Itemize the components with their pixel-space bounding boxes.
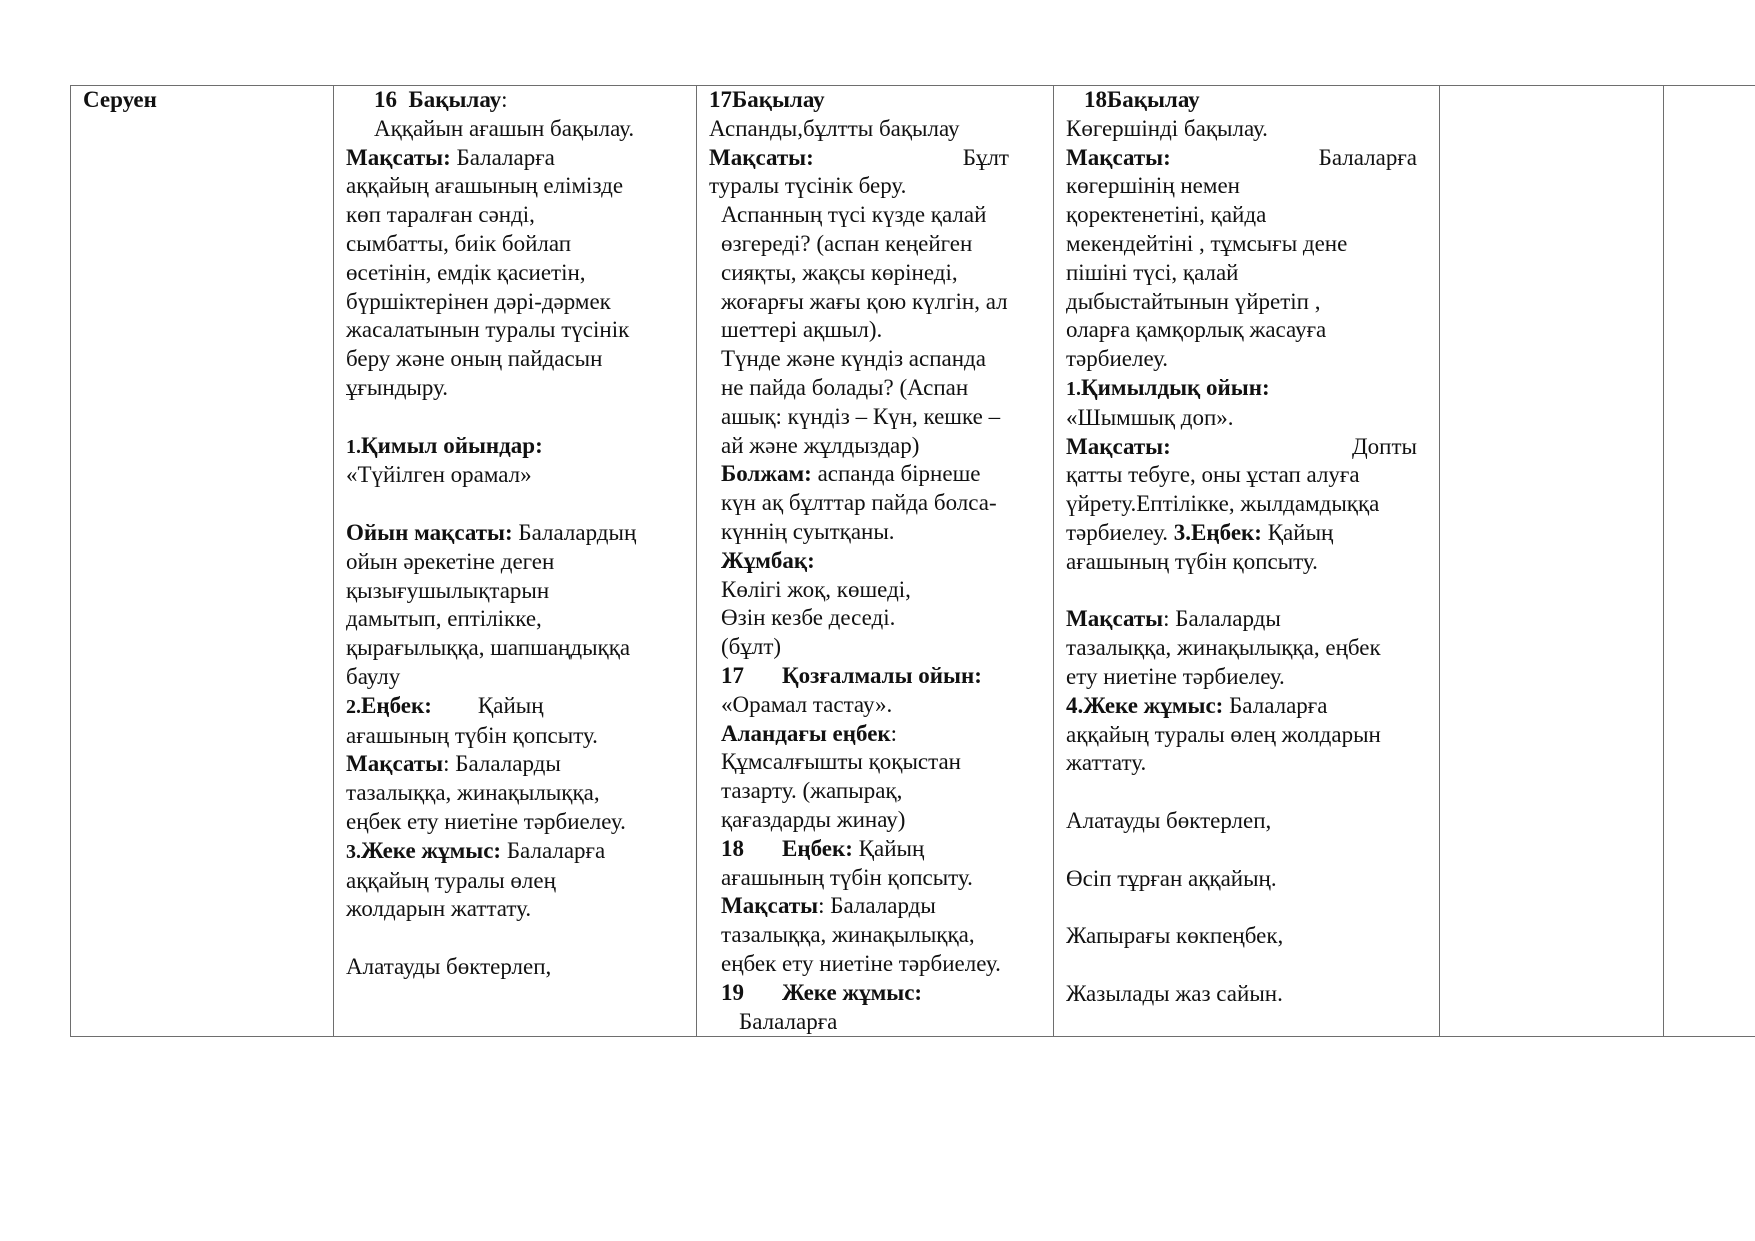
work-goal-text: : Балаларды bbox=[1163, 606, 1281, 632]
work-heading bbox=[1066, 519, 1435, 548]
spacer bbox=[1066, 893, 1435, 922]
work-number: 2. bbox=[346, 695, 361, 718]
work-goal-text: : Балаларды bbox=[818, 893, 936, 919]
poem-line: Алатауды бөктерлеп, bbox=[1066, 807, 1272, 833]
game-goal-text: ойын әрекетіне деген bbox=[346, 548, 555, 574]
game-goal-text: қызығушылықтарын bbox=[346, 577, 550, 603]
area-work-text: тазарту. (жапырақ, bbox=[721, 778, 903, 804]
work-goal-line bbox=[709, 892, 1049, 921]
work-goal-text: тазалыққа, жинақылыққа, bbox=[346, 780, 600, 806]
spacer bbox=[346, 403, 692, 432]
spacer bbox=[1066, 778, 1435, 807]
riddle-text: Көлігі жоқ, көшеді, bbox=[721, 576, 911, 602]
game-number: 17 bbox=[721, 662, 744, 688]
observation-heading: 17Бақылау bbox=[709, 87, 825, 112]
work-text: ағашының түбін қопсыту. bbox=[721, 864, 973, 890]
game-name: «Орамал тастау». bbox=[721, 691, 893, 717]
work-label: 3.Еңбек: bbox=[1173, 519, 1262, 545]
game-goal-label: Ойын мақсаты: bbox=[346, 519, 513, 545]
work-label: Еңбек: bbox=[782, 835, 853, 861]
goal-text: сымбатты, биік бойлап bbox=[346, 230, 572, 256]
work-goal-text: еңбек ету ниетіне тәрбиелеу. bbox=[721, 950, 1001, 976]
work-goal-label: Мақсаты bbox=[1066, 606, 1164, 632]
game-heading bbox=[346, 432, 692, 462]
empty-cell bbox=[1664, 86, 1755, 1037]
goal-text: пішіні түсі, қалай bbox=[1066, 259, 1239, 285]
question-text: өзгереді? (аспан кеңейген bbox=[721, 230, 973, 256]
day-16-cell bbox=[334, 86, 697, 1037]
heading-word: Бақылау bbox=[408, 87, 502, 112]
goal-label: Мақсаты: bbox=[1066, 144, 1171, 170]
individual-work-line bbox=[346, 837, 692, 867]
goal-text: аққайың ағашының елімізде bbox=[346, 173, 624, 199]
individual-work-text: Балаларға bbox=[1223, 692, 1328, 718]
work-label: Еңбек: bbox=[361, 692, 432, 718]
goal-line bbox=[346, 144, 692, 173]
forecast-line bbox=[709, 460, 1049, 489]
question-text: шеттері ақшыл). bbox=[721, 317, 883, 343]
game-goal-text: Балалардың bbox=[512, 519, 637, 545]
forecast-label: Болжам: bbox=[721, 461, 812, 487]
goal-line bbox=[1066, 144, 1435, 173]
question-text: Аспанның түсі күзде қалай bbox=[721, 202, 987, 228]
riddle-label: Жұмбақ: bbox=[721, 547, 815, 573]
game-goal-text: үйрету.Ептілікке, жылдамдыққа bbox=[1066, 491, 1380, 517]
question-text: не пайда болады? (Аспан bbox=[721, 374, 969, 400]
individual-work-text: Балаларға bbox=[501, 837, 606, 863]
individual-work-label: Жеке жұмыс: bbox=[782, 979, 923, 1005]
individual-work-text: жаттату. bbox=[1066, 750, 1147, 776]
goal-text: Балаларға bbox=[1318, 144, 1417, 170]
question-text: ай және жұлдыздар) bbox=[721, 432, 920, 458]
goal-text: Бұлт bbox=[962, 144, 1009, 170]
goal-text: ұғындыру. bbox=[346, 374, 448, 400]
game-goal-text: Допты bbox=[1351, 433, 1417, 459]
riddle-text: (бұлт) bbox=[721, 634, 782, 660]
individual-work-text: жолдарын жаттату. bbox=[346, 896, 532, 922]
table-row bbox=[71, 86, 1755, 1037]
question-text: сияқты, жақсы көрінеді, bbox=[721, 259, 958, 285]
poem-line: Алатауды бөктерлеп, bbox=[346, 953, 552, 979]
work-text: ағашының түбін қопсыту. bbox=[1066, 548, 1318, 574]
observation-subject: Аспанды,бұлтты бақылау bbox=[709, 115, 960, 141]
forecast-text: күн ақ бұлттар пайда болса- bbox=[721, 490, 997, 516]
work-goal-label: Мақсаты bbox=[721, 893, 819, 919]
game-heading bbox=[709, 662, 1049, 691]
plan-table bbox=[70, 85, 1755, 1037]
game-label: Қимылдық ойын: bbox=[1081, 374, 1270, 400]
game-goal-text: қатты тебуге, оны ұстап алуға bbox=[1066, 462, 1360, 488]
area-work-label: Аландағы еңбек bbox=[721, 720, 891, 746]
individual-work-text: Балаларға bbox=[739, 1008, 838, 1034]
poem-line: Жапырағы көкпеңбек, bbox=[1066, 923, 1284, 949]
goal-text: тәрбиелеу. bbox=[1066, 346, 1169, 372]
day-18-cell bbox=[1054, 86, 1440, 1037]
row-label-cell bbox=[71, 86, 334, 1037]
game-goal-line bbox=[346, 519, 692, 548]
spacer bbox=[346, 490, 692, 519]
empty-cell bbox=[1440, 86, 1664, 1037]
area-work-text: қағаздарды жинау) bbox=[721, 806, 906, 832]
observation-subject: Аққайын ағашын бақылау. bbox=[374, 115, 635, 141]
game-number: 1. bbox=[346, 435, 361, 458]
goal-line bbox=[709, 144, 1049, 173]
game-name: «Шымшық доп». bbox=[1066, 404, 1234, 430]
individual-work-number: 3. bbox=[346, 840, 361, 863]
observation-heading: 18Бақылау bbox=[1084, 87, 1200, 112]
game-label: Қимыл ойындар: bbox=[361, 432, 543, 458]
work-goal-text: тазалыққа, жинақылыққа, еңбек bbox=[1066, 635, 1381, 661]
goal-text: беру және оның пайдасын bbox=[346, 346, 603, 372]
row-label: Серуен bbox=[83, 87, 157, 112]
game-name: «Түйілген орамал» bbox=[346, 462, 532, 488]
observation-subject: Көгершінді бақылау. bbox=[1066, 115, 1268, 141]
game-heading bbox=[1066, 374, 1435, 404]
work-goal-text: : Балаларды bbox=[443, 751, 561, 777]
forecast-text: аспанда бірнеше bbox=[811, 461, 981, 487]
individual-work-text: аққайың туралы өлең жолдарын bbox=[1066, 721, 1381, 747]
game-goal-text: тәрбиелеу. bbox=[1066, 519, 1174, 545]
goal-text: оларға қамқорлық жасауға bbox=[1066, 317, 1327, 343]
question-text: жоғарғы жағы қою күлгін, ал bbox=[721, 288, 1008, 314]
work-number: 18 bbox=[721, 835, 744, 861]
goal-text: қоректенетіні, қайда bbox=[1066, 202, 1267, 228]
goal-text: мекендейтіні , тұмсығы дене bbox=[1066, 230, 1348, 256]
goal-text: көгершінің немен bbox=[1066, 173, 1240, 199]
work-heading bbox=[709, 835, 1049, 864]
goal-text: туралы түсінік беру. bbox=[709, 173, 907, 199]
game-goal-text: қырағылыққа, шапшаңдыққа bbox=[346, 635, 631, 661]
game-goal-line bbox=[1066, 433, 1435, 462]
goal-text: өсетінін, емдік қасиетін, bbox=[346, 259, 586, 285]
individual-work-label: 4.Жеке жұмыс: bbox=[1066, 692, 1224, 718]
area-work-heading bbox=[709, 720, 1049, 749]
individual-work-number: 19 bbox=[721, 979, 744, 1005]
work-goal-text: ету ниетіне тәрбиелеу. bbox=[1066, 663, 1285, 689]
game-goal-text: баулу bbox=[346, 663, 401, 689]
work-text: Қайың bbox=[852, 835, 925, 861]
individual-work-line bbox=[1066, 692, 1435, 721]
spacer bbox=[1066, 577, 1435, 606]
game-goal-text: дамытып, ептілікке, bbox=[346, 606, 542, 632]
area-work-text: Құмсалғышты қоқыстан bbox=[721, 749, 961, 775]
work-goal-label: Мақсаты bbox=[346, 751, 444, 777]
game-number: 1. bbox=[1066, 377, 1081, 400]
work-goal-line bbox=[346, 750, 692, 779]
goal-text: дыбыстайтынын үйретіп , bbox=[1066, 288, 1321, 314]
heading-colon: : bbox=[501, 87, 508, 112]
goal-text: жасалатынын туралы түсінік bbox=[346, 317, 630, 343]
game-label: Қозғалмалы ойын: bbox=[782, 662, 982, 688]
poem-line: Өсіп тұрған аққайың. bbox=[1066, 865, 1277, 891]
question-text: Түнде және күндіз аспанда bbox=[721, 346, 986, 372]
individual-work-label: Жеке жұмыс: bbox=[361, 837, 502, 863]
individual-work-heading bbox=[709, 979, 1049, 1008]
goal-text: бүршіктерінен дәрі-дәрмек bbox=[346, 288, 611, 314]
work-text: ағашының түбін қопсыту. bbox=[346, 722, 598, 748]
game-goal-label: Мақсаты: bbox=[1066, 433, 1171, 459]
work-goal-text: тазалыққа, жинақылыққа, bbox=[721, 922, 975, 948]
work-goal-line bbox=[1066, 605, 1435, 634]
poem-line: Жазылады жаз сайын. bbox=[1066, 980, 1283, 1006]
work-text: Қайың bbox=[1261, 519, 1334, 545]
goal-label: Мақсаты: bbox=[346, 144, 451, 170]
spacer bbox=[1066, 836, 1435, 865]
individual-work-text: аққайың туралы өлең bbox=[346, 867, 556, 893]
goal-text: Балаларға bbox=[450, 144, 555, 170]
forecast-text: күннің суытқаны. bbox=[721, 518, 895, 544]
goal-label: Мақсаты: bbox=[709, 144, 814, 170]
work-text: Қайың bbox=[477, 692, 544, 718]
spacer bbox=[346, 924, 692, 953]
spacer bbox=[1066, 951, 1435, 980]
riddle-text: Өзін кезбе деседі. bbox=[721, 605, 896, 631]
goal-text: көп таралған сәнді, bbox=[346, 202, 535, 228]
heading-number: 16 bbox=[374, 87, 397, 112]
day-17-cell bbox=[697, 86, 1054, 1037]
work-goal-text: еңбек ету ниетіне тәрбиелеу. bbox=[346, 808, 626, 834]
observation-heading bbox=[346, 86, 692, 115]
question-text: ашық: күндіз – Күн, кешке – bbox=[721, 403, 1001, 429]
work-heading bbox=[346, 692, 692, 722]
area-work-colon: : bbox=[890, 720, 898, 746]
